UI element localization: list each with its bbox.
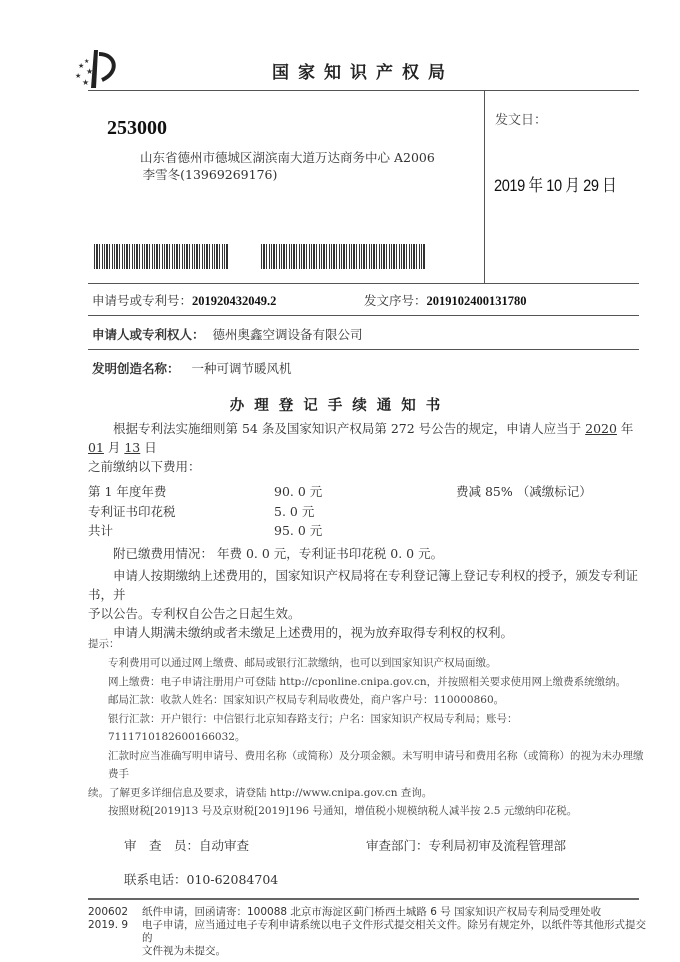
svg-text:★: ★	[84, 58, 90, 65]
serial-number: 2019102400131780	[426, 294, 527, 308]
fee-note: 费减 85% （减缴标记）	[456, 484, 592, 499]
examiner-label: 审 查 员：	[124, 838, 200, 853]
department-value: 专利局初审及流程管理部	[428, 838, 567, 853]
fee-amount: 5. 0 元	[274, 504, 315, 519]
issue-date: 2019 年 10 月 29 日	[494, 176, 617, 195]
examiner-value: 自动审查	[199, 838, 250, 853]
fee-name: 共计	[88, 523, 114, 538]
fee-name: 专利证书印花税	[88, 504, 176, 519]
hint-item: 续。了解更多详细信息及要求，请登陆 http://www.cnipa.gov.cn 查询。	[88, 786, 433, 799]
application-number: 201920432049.2	[192, 294, 277, 308]
svg-text:★: ★	[75, 72, 82, 80]
fee-row	[88, 502, 648, 520]
deadline-year: 2020	[585, 421, 617, 436]
divider-3	[88, 349, 639, 350]
application-number-label: 申请号或专利号：	[92, 293, 193, 308]
hint-item: 专利费用可以通过网上缴费、邮局或银行汇款缴纳，也可以到国家知识产权局面缴。	[108, 657, 497, 669]
fee-row	[88, 482, 648, 500]
notice-title: 办理登记手续通知书	[229, 398, 451, 414]
divider-1	[88, 283, 639, 284]
address: 山东省德州市德城区湖滨南大道万达商务中心 A2006	[140, 150, 435, 165]
deadline-day: 13	[124, 440, 141, 455]
barcode-1	[94, 244, 229, 269]
application-number-row	[92, 291, 276, 309]
invention-row	[92, 359, 292, 377]
svg-text:★: ★	[82, 78, 90, 87]
fee-name: 第 1 年度年费	[88, 484, 167, 499]
hint-item: 网上缴费：电子申请注册用户可登陆 http://cponline.cnipa.gov.cn，并按照相关要求使用网上缴费系统缴纳。	[108, 675, 627, 688]
invention-label: 发明创造名称：	[92, 361, 180, 376]
footer-divider	[88, 898, 639, 900]
date-box-divider	[484, 90, 485, 283]
hint-item: 银行汇款：开户银行：中信银行北京知春路支行；户名：国家知识产权局专利局；账号：7111710182600166032。	[108, 712, 518, 743]
fee-total-row	[88, 521, 648, 539]
notice-intro: 根据专利法实施细则第 54 条及国家知识产权局第 272 号公告的规定，申请人应当于 2020 年 01 月 13 日 之前缴纳以下费用：	[88, 419, 648, 476]
form-version: 2019. 9	[88, 919, 129, 931]
hint-item: 按照财税[2019]13 号及京财税[2019]196 号通知，增值税小规模纳税人减半按 2.5 元缴纳印花税。	[108, 805, 578, 817]
svg-text:★: ★	[78, 62, 85, 70]
fee-amount: 90. 0 元	[274, 484, 323, 499]
phone-label: 联系电话：	[124, 872, 187, 887]
applicant-label: 申请人或专利权人：	[92, 327, 205, 342]
grant-paragraph: 申请人按期缴纳上述费用的，国家知识产权局将在专利登记簿上登记专利权的授予，颁发专利证书，并 予以公告。专利权自公告之日起生效。 申请人期满未缴纳或者未缴足上述费用的，视为放弃取得专利权的权利。	[88, 566, 648, 642]
fee-amount: 95. 0 元	[274, 523, 323, 538]
form-code: 200602	[88, 906, 129, 918]
issue-date-label: 发文日：	[495, 113, 548, 128]
hints-list	[88, 654, 648, 821]
hints-label: 提示：	[88, 638, 120, 650]
barcode-2	[261, 244, 426, 269]
header-divider	[88, 90, 639, 91]
applicant-row	[92, 325, 363, 343]
examiner	[124, 836, 249, 855]
phone-value: 010-62084704	[186, 872, 279, 887]
svg-text:★: ★	[86, 67, 94, 76]
postal-code: 253000	[107, 117, 167, 139]
applicant-name: 德州奥鑫空调设备有限公司	[212, 327, 363, 342]
department-label: 审查部门：	[366, 838, 429, 853]
hint-item: 邮局汇款：收款人姓名：国家知识产权局专利局收费处，商户客户号：110000860。	[108, 694, 505, 706]
paid-status: 附已缴费用情况： 年费 0. 0 元，专利证书印花税 0. 0 元。	[113, 546, 444, 561]
cnipa-logo-icon	[72, 46, 128, 90]
org-title: 国家知识产权局	[272, 63, 454, 83]
contact-phone	[124, 870, 278, 889]
intro-suffix: 之前缴纳以下费用：	[88, 459, 201, 474]
footer-instructions: 纸件申请，回函请寄：100088 北京市海淀区蓟门桥西土城路 6 号 国家知识产权局专利局受理处收 电子申请，应当通过电子专利申请系统以电子文件形式提交相关文件。除另有规定外，以纸件等其他形式提交的 文件视为未提交。	[142, 906, 646, 957]
deadline-month: 01	[88, 440, 104, 455]
serial-number-row	[364, 291, 527, 309]
forfeit-paragraph: 申请人期满未缴纳或者未缴足上述费用的，视为放弃取得专利权的权利。	[113, 625, 514, 640]
serial-number-label: 发文序号：	[364, 293, 427, 308]
divider-2	[88, 315, 639, 316]
invention-title: 一种可调节暖风机	[191, 361, 292, 376]
hint-item: 汇款时应当准确写明申请号、费用名称（或简称）及分项金额。未写明申请号和费用名称（或简称）的视为未办理缴费手	[108, 749, 644, 780]
recipient: 李雪冬(13969269176)	[142, 167, 278, 182]
department	[366, 836, 566, 855]
